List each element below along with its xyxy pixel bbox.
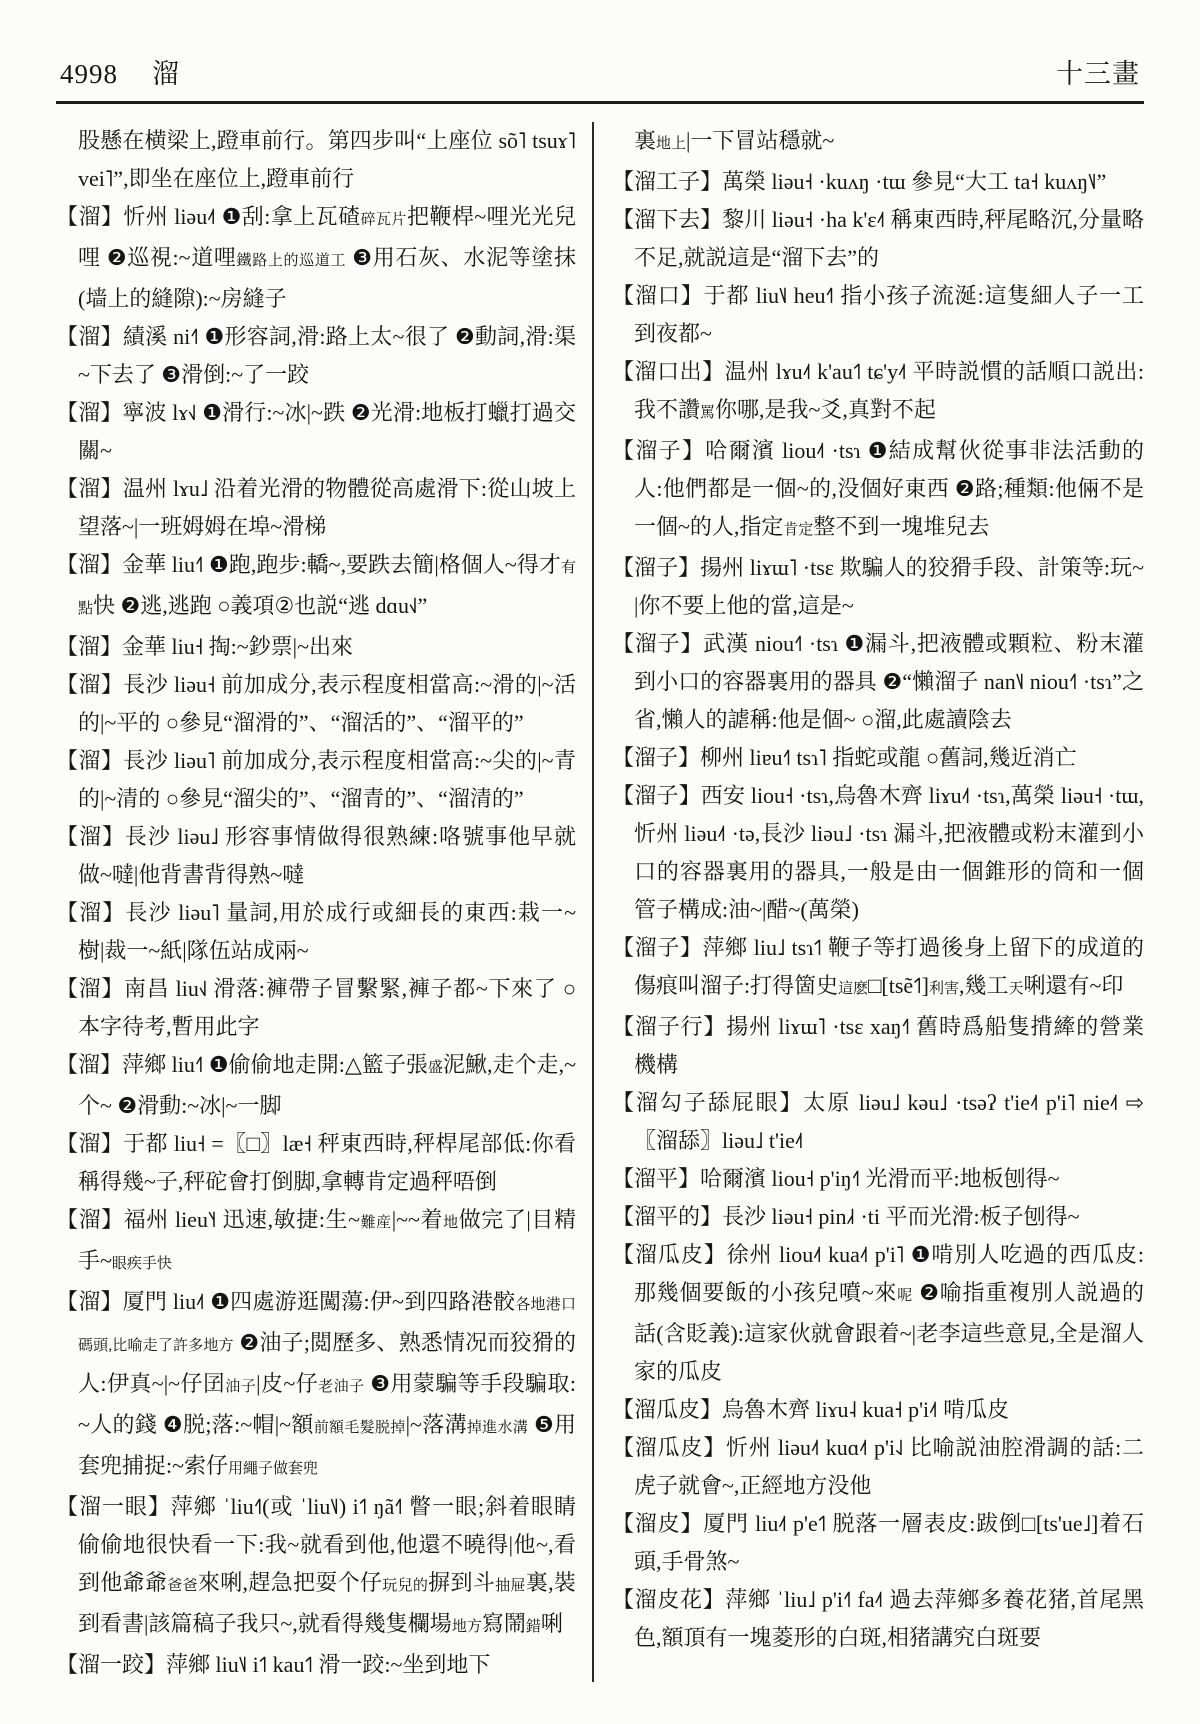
entry-text: 唎 xyxy=(540,1611,563,1636)
dict-entry xyxy=(56,1046,576,1125)
gloss-annotation: 地 xyxy=(443,1215,459,1231)
gloss-annotation: 罵 xyxy=(700,405,716,421)
entry-text: 股懸在横梁上,蹬車前行。第四步叫“上座位 sõ˥ tsuɤ˥ vei˥”,即坐在座位上,蹬車前行 xyxy=(78,128,576,191)
entry-text: 【溜勾子舔屁眼】太原 liəu˩ kəu˩ ·tsəʔ t'ie˨˦ p'i˥ nie˨˦ ⇨〖溜舔〗liəu˩ t'ie˨˦ xyxy=(612,1090,1144,1153)
entry-text: 裏,裝到看書|該篇稿子我只~,就看得幾隻欄場 xyxy=(78,1570,576,1636)
right-column xyxy=(592,122,1144,1682)
dict-entry xyxy=(56,1488,576,1646)
dict-entry xyxy=(612,625,1144,739)
gloss-annotation: 前額毛髮脱掉 xyxy=(313,1420,406,1436)
entry-text: ❸用石灰、水泥等塗抹(墙上的縫隙):~房縫子 xyxy=(78,245,576,311)
gloss-annotation: 天 xyxy=(1008,981,1024,997)
gloss-annotation: 抽屉 xyxy=(495,1578,526,1594)
entry-text: 【溜子】柳州 liɐu˧˥ tsɿ˥ 指蛇或龍 ○舊詞,幾近消亡 xyxy=(612,745,1077,770)
gloss-annotation: 碎瓦片 xyxy=(360,212,407,228)
entry-text: 【溜子行】揚州 liɤɯ˥ ·tsɛ xaŋ˧˥ 舊時爲船隻揹縴的營業機構 xyxy=(612,1014,1144,1077)
gloss-annotation: 有點 xyxy=(78,560,576,617)
entry-text: 來唎,趕急把耍个仔 xyxy=(197,1570,383,1595)
entry-text: 【溜】厦門 liu˨˦ ❶四處游逛闖蕩:伊~到四路港骹 xyxy=(56,1289,516,1314)
entry-text: 泥鰍,走个走,~个~ ❷滑動:~冰|~一脚 xyxy=(78,1052,576,1118)
dict-entry xyxy=(612,1581,1144,1657)
entry-text: |~落溝 xyxy=(405,1412,467,1437)
dict-entry xyxy=(612,1505,1144,1581)
dict-entry xyxy=(612,201,1144,277)
dict-entry xyxy=(612,1236,1144,1391)
entry-text: 做完了|目精手~ xyxy=(78,1207,576,1273)
dict-entry xyxy=(56,818,576,894)
entry-text: 【溜一跤】萍鄉 liu˥˩ i˦˥ kau˦˥ 滑一跤:~坐到地下 xyxy=(56,1652,491,1677)
entry-text: ❸用蒙騙等手段騙取:~人的錢 ❹脱;落:~帽|~額 xyxy=(78,1371,576,1437)
entry-text: 【溜】忻州 liəu˨˦ ❶刮:拿上瓦碴 xyxy=(56,204,361,229)
dict-entry xyxy=(56,894,576,970)
dict-entry xyxy=(56,470,576,546)
entry-text: 【溜皮】厦門 liu˨˦ p'e˦˥ 脱落一層表皮:跋倒□[ts'ue˩]着石頭,手骨煞~ xyxy=(612,1511,1144,1574)
dict-entry xyxy=(612,1160,1144,1198)
entry-text: ,幾工 xyxy=(958,973,1009,998)
gloss-annotation: 呢 xyxy=(897,1288,913,1304)
entry-text: 【溜子】揚州 liɤɯ˥ ·tsɛ 欺騙人的狡猾手段、計策等:玩~|你不要上他的當,這是~ xyxy=(612,555,1144,618)
entry-continuation xyxy=(612,122,1144,163)
section-label: 十三畫 xyxy=(1056,59,1140,89)
dict-entry xyxy=(612,163,1144,201)
entry-text: 摒到斗 xyxy=(428,1570,496,1595)
dict-entry xyxy=(612,549,1144,625)
dict-entry xyxy=(56,742,576,818)
entry-text: 【溜口】于都 liu˥˩ heu˧˥ 指小孩子流涎:這隻細人子一工到夜都~ xyxy=(612,283,1144,346)
gloss-annotation: 玩兒的 xyxy=(382,1578,429,1594)
dict-entry xyxy=(56,970,576,1046)
dict-entry xyxy=(612,1008,1144,1084)
entry-text: 【溜口出】温州 lɤu˨˦ k'au˦˥ tɕ'y˨˦ 平時説慣的話順口説出:我不讚 xyxy=(612,359,1144,422)
dict-entry xyxy=(612,1391,1144,1429)
entry-text: 【溜平的】長沙 liəu˧ pin˩˧ ·ti 平而光滑:板子刨得~ xyxy=(612,1204,1080,1229)
dict-entry xyxy=(612,353,1144,432)
gloss-annotation: 地方 xyxy=(451,1619,482,1635)
header-rule xyxy=(56,101,1144,104)
gloss-annotation: 這麽 xyxy=(838,981,869,997)
entry-text: 【溜】長沙 liəu˥ 量詞,用於成行或細長的東西:栽一~樹|裁一~紙|隊伍站成兩~ xyxy=(56,900,576,963)
entry-continuation xyxy=(56,122,576,198)
entry-text: 【溜】萍鄉 liu˧˥ ❶偷偷地走開:△籃子張 xyxy=(56,1052,428,1077)
dict-entry xyxy=(56,394,576,470)
gloss-annotation: 爸爸 xyxy=(167,1578,198,1594)
entry-text: 【溜子】哈爾濱 liou˨˦ ·tsɿ ❶結成幫伙從事非法活動的人:他們都是一個~的,没個好東西 ❷路;種類:他倆不是一個~的人,指定 xyxy=(612,438,1144,539)
gloss-annotation: 盛 xyxy=(427,1060,443,1076)
dict-entry xyxy=(612,432,1144,549)
entry-text: 快 ❷逃,逃跑 ○義項②也説“逃 dɑu˧˩” xyxy=(93,593,428,618)
dict-entry xyxy=(612,929,1144,1008)
headword: 溜 xyxy=(152,59,180,89)
gloss-annotation: 老油子 xyxy=(318,1379,365,1395)
dict-entry xyxy=(56,1646,576,1682)
text-columns xyxy=(56,122,1144,1682)
entry-text: 你哪,是我~爻,真對不起 xyxy=(715,397,936,422)
entry-text: 【溜】長沙 liəu˩ 形容事情做得很熟練:咯號事他早就做~噠|他背書背得熟~噠 xyxy=(56,824,576,887)
dict-entry xyxy=(56,318,576,394)
entry-text: 【溜平】哈爾濱 liou˧ p'iŋ˧˥ 光滑而平:地板刨得~ xyxy=(612,1166,1060,1191)
entry-text: 【溜】金華 liu˧ 掏:~鈔票|~出來 xyxy=(56,634,353,659)
entry-text: |~~着 xyxy=(391,1207,444,1232)
gloss-annotation: 難産 xyxy=(360,1215,392,1231)
gloss-annotation: 用繩子做套兜 xyxy=(228,1461,319,1477)
entry-text: 【溜子】西安 liou˧ ·tsɿ,烏魯木齊 liɤu˨˦ ·tsɿ,萬榮 liəu˧ ·tɯ,忻州 liəu˨˦ ·tə,長沙 liəu˩ ·tsɿ 漏斗,把液體或粉末灌到小口的容器裏用的器具,一般是由一個錐形的筒和一個管子構成:油~|醋~(萬榮) xyxy=(612,783,1144,922)
entry-text: 唎還有~印 xyxy=(1023,973,1124,998)
gloss-annotation: 各地港口碼頭,比喻走了許多地方 xyxy=(78,1297,576,1354)
entry-text: 【溜瓜皮】徐州 liou˨˦ kua˨˦ p'i˥ ❶啃別人吃過的西瓜皮:那幾個要飯的小孩兒噴~來 xyxy=(612,1242,1144,1305)
entry-text: 【溜】福州 lieu˥˧ 迅速,敏捷:生~ xyxy=(56,1207,360,1232)
dict-entry xyxy=(56,628,576,666)
entry-text: 【溜工子】萬榮 liəu˧ ·kuʌŋ ·tɯ 參見“大工 ta˧ kuʌŋ˥˩” xyxy=(612,169,1107,194)
entry-text: 【溜】績溪 ni˧˥ ❶形容詞,滑:路上太~很了 ❷動詞,滑:渠~下去了 ❸滑倒:~了一跤 xyxy=(56,324,576,387)
dict-entry xyxy=(612,277,1144,353)
dict-entry xyxy=(56,1201,576,1283)
gloss-annotation: 油子 xyxy=(225,1379,257,1395)
entry-text: 把鞭桿~哩光光兒哩 ❷巡視:~道哩 xyxy=(78,204,576,270)
entry-text: 【溜】寧波 lɤ˧˩ ❶滑行:~冰|~跌 ❷光滑:地板打蠟打過交關~ xyxy=(56,400,576,463)
entry-text: 裏 xyxy=(634,128,657,153)
entry-text: ❺用套兜捕捉:~索仔 xyxy=(78,1412,576,1478)
left-column xyxy=(56,122,592,1682)
dict-entry xyxy=(56,198,576,318)
dict-entry xyxy=(56,1125,576,1201)
entry-text: 【溜】温州 lɤu˩ 沿着光滑的物體從高處滑下:從山坡上望落~|一班姆姆在埠~滑梯 xyxy=(56,476,576,539)
dict-entry xyxy=(56,546,576,628)
entry-text: 整不到一塊堆兒去 xyxy=(813,514,990,539)
gloss-annotation: 地上 xyxy=(656,136,687,152)
page-number: 4998 xyxy=(60,59,118,89)
entry-text: 【溜瓜皮】忻州 liəu˨˦ kuɑ˨˦ p'i˨˩ 比喻説油腔滑調的話:二虎子就會~,正經地方没他 xyxy=(612,1435,1144,1498)
dict-entry xyxy=(612,1429,1144,1505)
entry-text: 【溜】長沙 liəu˧ 前加成分,表示程度相當高:~滑的|~活的|~平的 ○參見“溜滑的”、“溜活的”、“溜平的” xyxy=(56,672,576,735)
gloss-annotation: 眼疾手快 xyxy=(111,1256,172,1272)
entry-text: 寫鬧 xyxy=(481,1611,526,1636)
gloss-annotation: 肯定 xyxy=(783,522,814,538)
entry-text: ❷喻指重複別人説過的話(含貶義):這家伙就會跟着~|老李這些意見,全是溜人家的瓜皮 xyxy=(634,1280,1144,1384)
dict-entry xyxy=(612,739,1144,777)
gloss-annotation: 掉進水溝 xyxy=(466,1420,529,1436)
entry-text: 【溜皮花】萍鄉 ˈliu˩ p'i˧˥ fa˨˦ 過去萍鄉多養花猪,首尾黑色,額頂有一塊菱形的白斑,相猪講究白斑要 xyxy=(612,1587,1144,1650)
entry-text: 【溜】南昌 liu˧˩ 滑落:褲帶子冒繫緊,褲子都~下來了 ○本字待考,暫用此字 xyxy=(56,976,576,1039)
entry-text: |皮~仔 xyxy=(256,1371,319,1396)
entry-text: 【溜子】萍鄉 liu˩ tsɿ˦˥ 鞭子等打過後身上留下的成道的傷痕叫溜子:打得箇史 xyxy=(612,935,1144,998)
gloss-annotation: 錯 xyxy=(525,1619,541,1635)
entry-text: ❷油子;閲歷多、熟悉情况而狡猾的人:伊真~|~仔囝 xyxy=(78,1330,576,1396)
entry-text: 【溜一眼】萍鄉 ˈliu˧˥(或 ˈliu˥˩) i˦˥ ŋã˧˥ 瞥一眼;斜着眼睛偷偷地很快看一下:我~就看到他,他還不曉得|他~,看到他爺爺 xyxy=(56,1494,576,1595)
entry-text: 【溜】長沙 liəu˥ 前加成分,表示程度相當高:~尖的|~青的|~清的 ○參見“溜尖的”、“溜青的”、“溜清的” xyxy=(56,748,576,811)
entry-text: 【溜瓜皮】烏魯木齊 liɤu˨ kua˧ p'i˨˦ 啃瓜皮 xyxy=(612,1397,1010,1422)
entry-text: □[tsẽ˦˥] xyxy=(868,973,929,998)
gloss-annotation: 利害 xyxy=(928,981,959,997)
dict-entry xyxy=(612,777,1144,929)
dict-entry xyxy=(56,1283,576,1488)
running-head-left xyxy=(60,52,180,91)
entry-text: |一下冒站穩就~ xyxy=(686,128,835,153)
dict-entry xyxy=(612,1198,1144,1236)
entry-text: 【溜子】武漢 niou˧˥ ·tsɿ ❶漏斗,把液體或顆粒、粉末灌到小口的容器裏用的器具 ❷“懶溜子 nan˥˩ niou˧˥ ·tsɿ”之省,懶人的謔稱:他是個~ ○溜,此處讀陰去 xyxy=(612,631,1144,732)
gloss-annotation: 鐵路上的巡道工 xyxy=(236,253,347,269)
running-head xyxy=(56,52,1144,101)
entry-text: 【溜】金華 liu˧˥ ❶跑,跑步:轎~,要跌去簡|格個人~得才 xyxy=(56,552,561,577)
entry-text: 【溜】于都 liu˧ =〖□〗læ˧ 秤東西時,秤桿尾部低:你看稱得幾~子,秤砣會打倒脚,拿轉肯定過秤唔倒 xyxy=(56,1131,576,1194)
dict-entry xyxy=(612,1084,1144,1160)
dict-entry xyxy=(56,666,576,742)
entry-text: 【溜下去】黎川 liəu˧ ·ha k'ɛ˨˦ 稱東西時,秤尾略沉,分量略不足,就説這是“溜下去”的 xyxy=(612,207,1144,270)
